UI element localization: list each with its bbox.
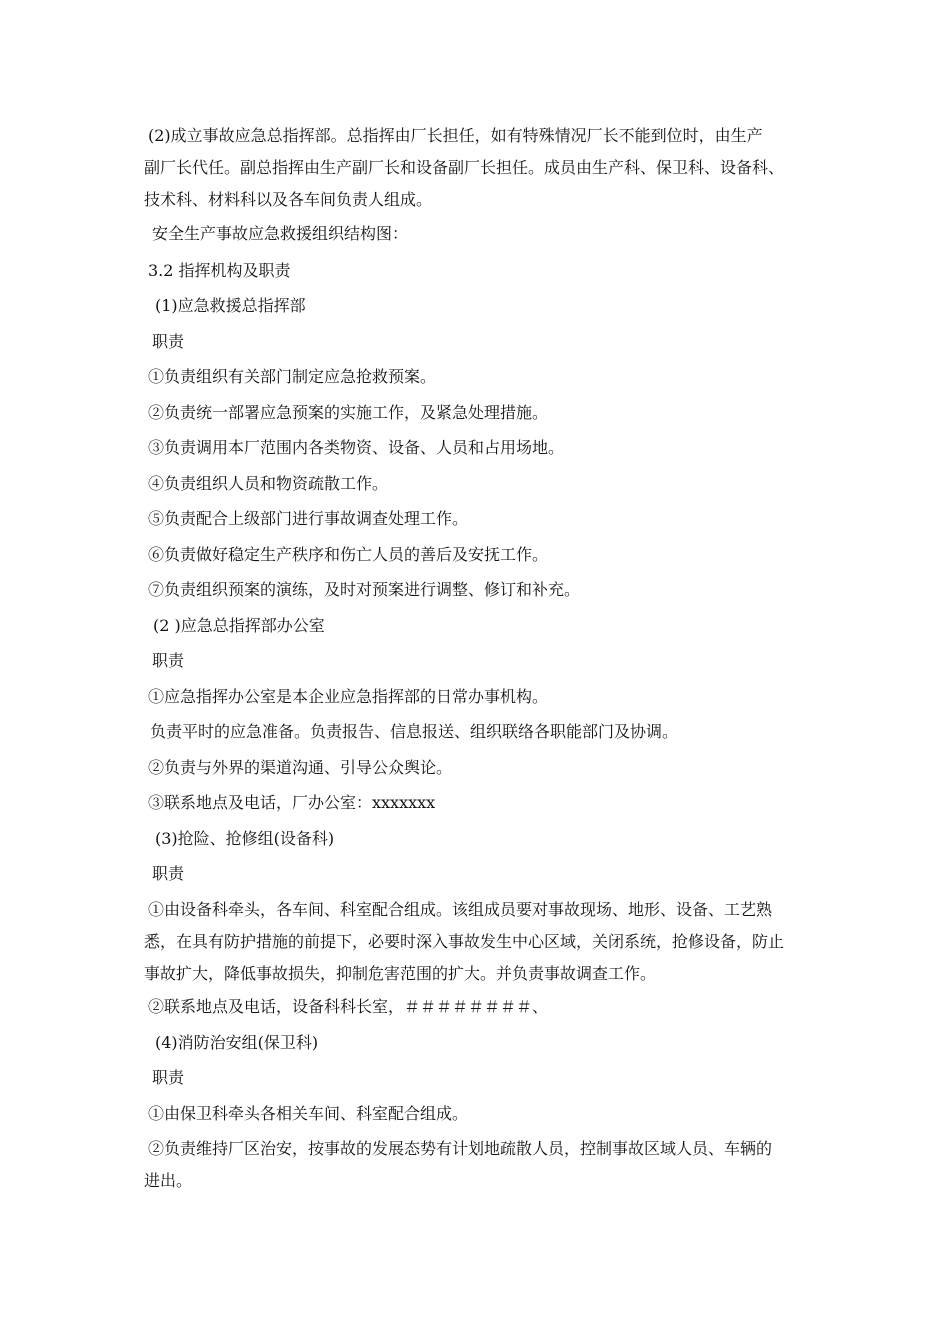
paragraph-line: ②负责维持厂区治安，按事故的发展态势有计划地疏散人员，控制事故区域人员、车辆的 [148, 1139, 773, 1158]
paragraph-line: 悉，在具有防护措施的前提下，必要时深入事故发生中心区域，关闭系统，抢修设备，防止 [144, 932, 785, 951]
paragraph-line: 职责 [152, 332, 185, 351]
paragraph [0, 991, 950, 1023]
paragraph-line: 3.2 指挥机构及职责 [148, 261, 291, 280]
paragraph [0, 468, 950, 500]
paragraph-line: ②联系地点及电话，设备科科长室，＃＃＃＃＃＃＃＃、 [148, 997, 549, 1016]
paragraph-line: (1)应急救援总指挥部 [155, 296, 306, 315]
paragraph-line: 技术科、材料科以及各车间负责人组成。 [144, 190, 433, 209]
paragraph [0, 1062, 950, 1094]
paragraph [0, 361, 950, 393]
paragraph [0, 823, 950, 855]
paragraph [0, 858, 950, 890]
paragraph-line: ⑦负责组织预案的演练，及时对预案进行调整、修订和补充。 [148, 580, 581, 599]
paragraph-line: ④负责组织人员和物资疏散工作。 [148, 474, 389, 493]
paragraph-line: (2 )应急总指挥部办公室 [153, 616, 325, 635]
paragraph [0, 397, 950, 429]
paragraph-line: ①由保卫科牵头各相关车间、科室配合组成。 [148, 1104, 469, 1123]
paragraph-line: ③负责调用本厂范围内各类物资、设备、人员和占用场地。 [148, 438, 565, 457]
paragraph-line: 职责 [152, 1068, 185, 1087]
paragraph-line: 职责 [152, 651, 185, 670]
paragraph [0, 1027, 950, 1059]
paragraph [0, 1098, 950, 1130]
paragraph-line: (3)抢险、抢修组(设备科) [155, 829, 335, 848]
paragraph [0, 218, 950, 250]
paragraph-line: 职责 [152, 864, 185, 883]
paragraph [0, 290, 950, 322]
paragraph [0, 326, 950, 358]
paragraph-line: (4)消防治安组(保卫科) [155, 1033, 319, 1052]
paragraph-line: ②负责与外界的渠道沟通、引导公众舆论。 [148, 758, 453, 777]
paragraph-line: ①负责组织有关部门制定应急抢救预案。 [148, 367, 437, 386]
paragraph [0, 1133, 950, 1197]
paragraph [0, 645, 950, 677]
paragraph [0, 716, 950, 748]
paragraph-line: 副厂长代任。副总指挥由生产副厂长和设备副厂长担任。成员由生产科、保卫科、设备科、 [144, 158, 785, 177]
paragraph [0, 681, 950, 713]
paragraph [0, 894, 950, 990]
paragraph-line: ⑤负责配合上级部门进行事故调查处理工作。 [148, 509, 469, 528]
paragraph-line: ③联系地点及电话，厂办公室：xxxxxxx [148, 793, 436, 812]
paragraph [0, 503, 950, 535]
paragraph-line: ①由设备科牵头，各车间、科室配合组成。该组成员要对事故现场、地形、设备、工艺熟 [148, 900, 773, 919]
paragraph-line: 进出。 [144, 1171, 193, 1190]
paragraph-line: 负责平时的应急准备。负责报告、信息报送、组织联络各职能部门及协调。 [150, 722, 679, 741]
paragraph-line: ②负责统一部署应急预案的实施工作，及紧急处理措施。 [148, 403, 549, 422]
paragraph [0, 574, 950, 606]
paragraph [0, 610, 950, 642]
paragraph [0, 752, 950, 784]
paragraph [0, 255, 950, 287]
paragraph-line: 安全生产事故应急救援组织结构图： [152, 224, 409, 243]
paragraph [0, 120, 950, 216]
paragraph-line: ①应急指挥办公室是本企业应急指挥部的日常办事机构。 [148, 687, 549, 706]
paragraph [0, 539, 950, 571]
paragraph-line: ⑥负责做好稳定生产秩序和伤亡人员的善后及安抚工作。 [148, 545, 549, 564]
paragraph [0, 432, 950, 464]
paragraph [0, 787, 950, 819]
paragraph-line: 事故扩大，降低事故损失，抑制危害范围的扩大。并负责事故调查工作。 [144, 964, 657, 983]
paragraph-line: (2)成立事故应急总指挥部。总指挥由厂长担任，如有特殊情况厂长不能到位时，由生产 [148, 126, 763, 145]
